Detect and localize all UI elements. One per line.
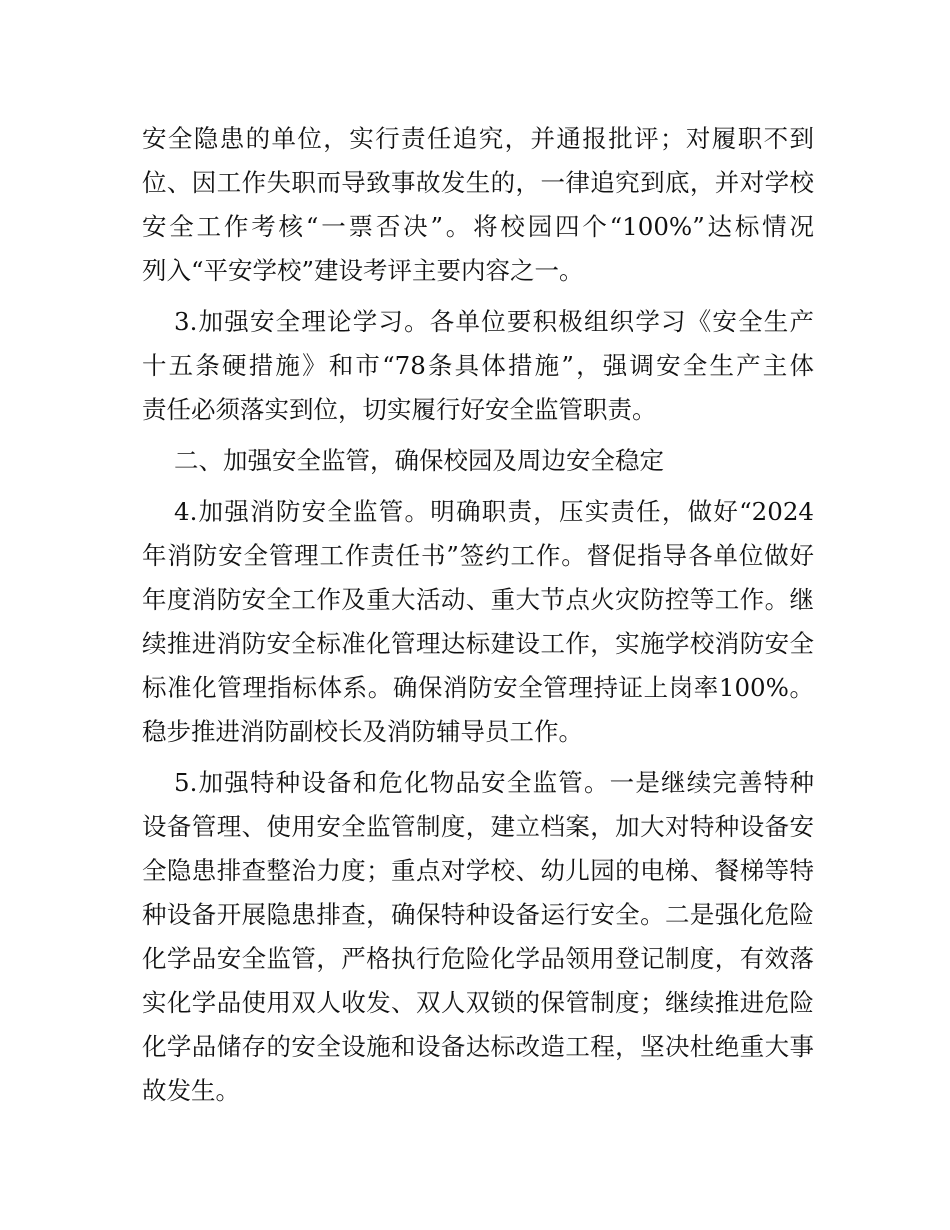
text-line: 安全隐患的单位，实行责任追究，并通报批评；对履职不到 [142, 124, 814, 153]
text-line: 全隐患排查整治力度；重点对学校、幼儿园的电梯、餐梯等特 [142, 856, 814, 885]
text-line: 标准化管理指标体系。确保消防安全管理持证上岗率100%。 [142, 673, 814, 702]
text-line: 故发生。 [142, 1076, 240, 1105]
text-line: 实化学品使用双人收发、双人双锁的保管制度；继续推进危险 [142, 988, 814, 1017]
text-line: 位、因工作失职而导致事故发生的，一律追究到底，并对学校 [142, 168, 814, 197]
text-line: 种设备开展隐患排查，确保特种设备运行安全。二是强化危险 [142, 900, 814, 929]
text-line: 化学品安全监管，严格执行危险化学品领用登记制度，有效落 [142, 944, 814, 973]
text-line: 设备管理、使用安全监管制度，建立档案，加大对特种设备安 [142, 812, 814, 841]
text-line: 安全工作考核“一票否决”。将校园四个“100%”达标情况 [142, 212, 814, 241]
text-line: 十五条硬措施》和市“78条具体措施”，强调安全生产主体 [142, 351, 814, 380]
text-line: 续推进消防安全标准化管理达标建设工作，实施学校消防安全 [142, 629, 814, 658]
text-line: 3.加强安全理论学习。各单位要积极组织学习《安全生产 [174, 307, 814, 336]
text-line: 稳步推进消防副校长及消防辅导员工作。 [142, 717, 583, 746]
text-line: 4.加强消防安全监管。明确职责，压实责任，做好“2024 [174, 497, 814, 526]
text-line: 责任必须落实到位，切实履行好安全监管职责。 [142, 395, 657, 424]
text-line: 5.加强特种设备和危化物品安全监管。一是继续完善特种 [174, 768, 814, 797]
section-heading: 二、加强安全监管，确保校园及周边安全稳定 [174, 446, 664, 475]
text-line: 化学品储存的安全设施和设备达标改造工程，坚决杜绝重大事 [142, 1032, 814, 1061]
text-line: 列入“平安学校”建设考评主要内容之一。 [142, 256, 584, 285]
text-line: 年消防安全管理工作责任书”签约工作。督促指导各单位做好 [142, 541, 814, 570]
text-line: 年度消防安全工作及重大活动、重大节点火灾防控等工作。继 [142, 585, 814, 614]
